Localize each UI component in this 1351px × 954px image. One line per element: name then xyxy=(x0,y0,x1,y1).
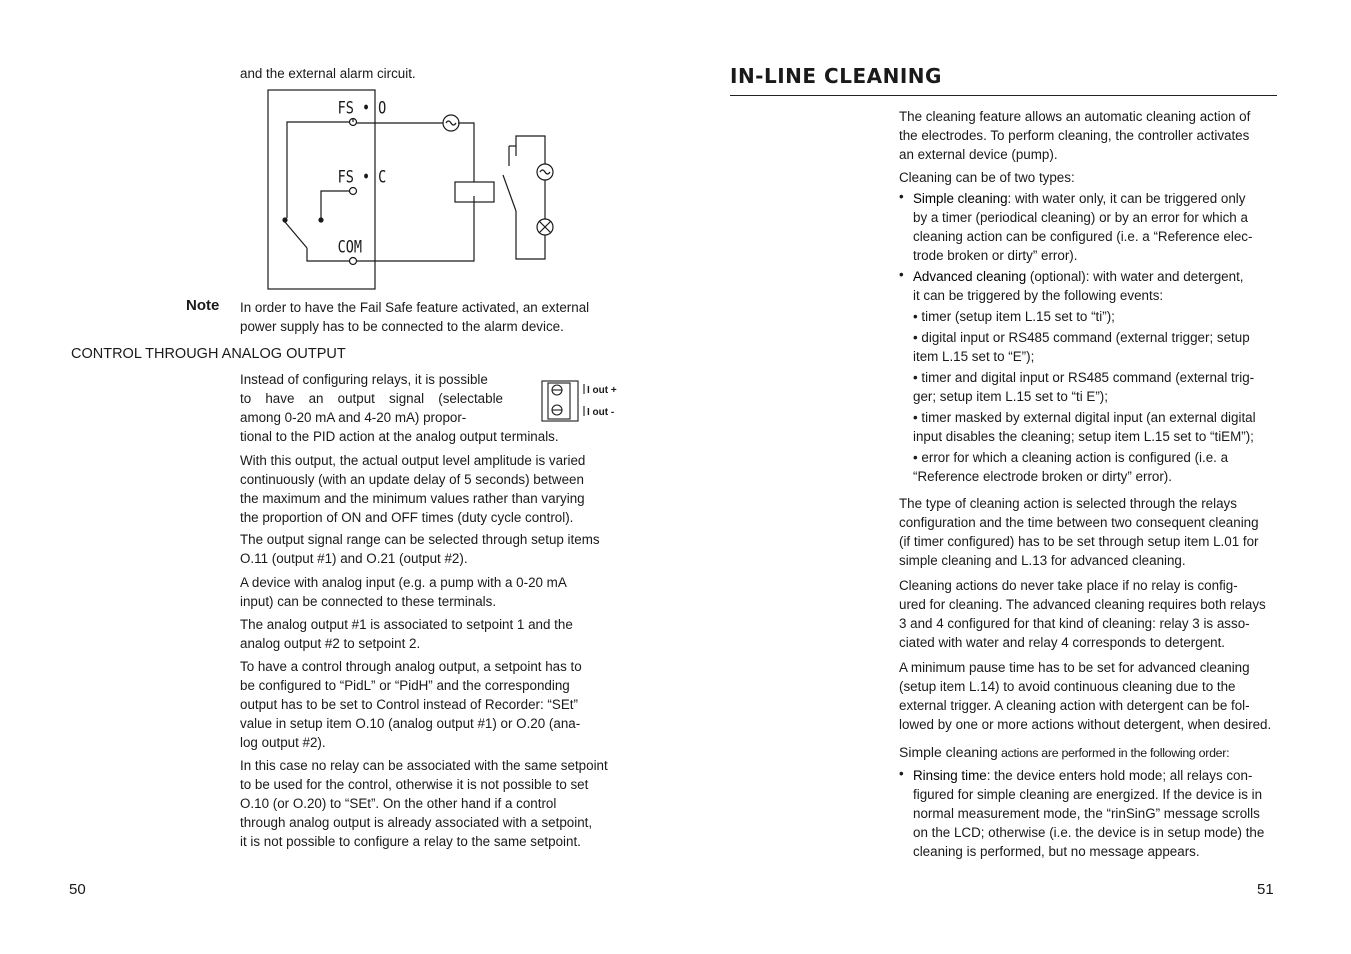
wire-secondary-bottom xyxy=(516,211,545,259)
relay-box xyxy=(268,90,375,289)
paragraph-analog-6 xyxy=(240,657,617,752)
text-line: In order to have the Fail Safe feature activated, an external xyxy=(240,300,590,315)
text-line: The analog output #1 is associated to setpoint 1 and the xyxy=(240,617,573,632)
text-line: simple cleaning and L.13 for advanced cleaning. xyxy=(899,553,1186,568)
analog-terminal-icon xyxy=(540,379,620,423)
text-line: (setup item L.14) to avoid continuous cleaning due to the xyxy=(899,679,1236,694)
text-line: “Reference electrode broken or dirty” error). xyxy=(913,469,1172,484)
page-number-right: 51 xyxy=(1257,881,1274,898)
text-line: the proportion of ON and OFF times (duty cycle control). xyxy=(240,510,574,525)
text-line xyxy=(913,189,1276,208)
text-line: external trigger. A cleaning action with detergent can be fol- xyxy=(899,698,1250,713)
event-item xyxy=(913,368,1276,406)
page-number-left: 50 xyxy=(69,881,86,898)
text-span: : with water only, it can be triggered only xyxy=(1007,191,1246,206)
text-line: an external device (pump). xyxy=(899,147,1058,162)
text-line: O.10 (or O.20) to “SEt”. On the other hand if a control xyxy=(240,796,557,811)
text-line: the maximum and the minimum values rather than varying xyxy=(240,491,585,506)
terminal-com xyxy=(350,258,357,265)
simple-cleaning-item xyxy=(913,189,1276,265)
paragraph-analog-4 xyxy=(240,573,617,611)
simple-order-term: Simple cleaning xyxy=(899,744,998,760)
wire-fs-c xyxy=(321,191,350,218)
advanced-cleaning-item xyxy=(913,267,1276,305)
text-line: The type of cleaning action is selected through the relays xyxy=(899,496,1237,511)
advanced-cleaning-term: Advanced cleaning xyxy=(913,269,1027,284)
note-text xyxy=(240,298,617,336)
text-line: item L.15 set to “E”); xyxy=(913,349,1035,364)
text-line: A minimum pause time has to be set for advanced cleaning xyxy=(899,660,1250,675)
paragraph-pause xyxy=(899,658,1276,734)
text-line: The cleaning feature allows an automatic cleaning action of xyxy=(899,109,1251,124)
text-line xyxy=(913,267,1276,286)
text-line: cleaning is performed, but no message appears. xyxy=(913,844,1200,859)
paragraph-analog-1 xyxy=(240,370,503,427)
text-line: (if timer configured) has to be set through setup item L.01 for xyxy=(899,534,1259,549)
bullet-simple: • xyxy=(899,189,904,204)
text-line: • timer masked by external digital input (an external digital xyxy=(913,410,1256,425)
text-line: through analog output is already associated with a setpoint, xyxy=(240,815,593,830)
text-line: trode broken or dirty” error). xyxy=(913,248,1078,263)
text-line: With this output, the actual output level amplitude is varied xyxy=(240,453,586,468)
text-line: • timer (setup item L.15 set to “ti”); xyxy=(913,309,1115,324)
types-line: Cleaning can be of two types: xyxy=(899,170,1075,185)
text-line: O.11 (output #1) and O.21 (output #2). xyxy=(240,551,468,566)
text-line: configuration and the time between two consequent cleaning xyxy=(899,515,1259,530)
text-line: the electrodes. To perform cleaning, the controller activates xyxy=(899,128,1250,143)
paragraph-analog-3 xyxy=(240,530,617,568)
text-span: : the device enters hold mode; all relays con- xyxy=(986,768,1253,783)
text-line: by a timer (periodical cleaning) or by an error for which a xyxy=(913,210,1248,225)
text-line: • digital input or RS485 command (external trigger; setup xyxy=(913,330,1250,345)
paragraph-analog-2 xyxy=(240,451,617,527)
secondary-switch xyxy=(503,175,516,211)
text-line xyxy=(913,766,1276,785)
text-line: output has to be set to Control instead of Recorder: “SEt” xyxy=(240,697,578,712)
text-line: A device with analog input (e.g. a pump with a 0-20 mA xyxy=(240,575,567,590)
note-label: Note xyxy=(186,297,220,314)
paragraph-analog-1-cont: tional to the PID action at the analog output terminals. xyxy=(240,429,559,444)
iout-plus-label: I out + xyxy=(587,385,617,396)
label-fs-o: FS • O xyxy=(337,98,387,119)
paragraph-analog-7 xyxy=(240,756,617,851)
text-line: 3 and 4 configured for that kind of cleaning: relay 3 is asso- xyxy=(899,616,1250,631)
text-line: cleaning action can be configured (i.e. a “Reference elec- xyxy=(913,229,1253,244)
text-line: log output #2). xyxy=(240,735,326,750)
text-line: be configured to “PidL” or “PidH” and the corresponding xyxy=(240,678,570,693)
text-line: input) can be connected to these terminals. xyxy=(240,594,497,609)
event-item xyxy=(913,448,1276,486)
event-item xyxy=(913,307,1276,326)
text-line: ured for cleaning. The advanced cleaning requires both relays xyxy=(899,597,1266,612)
text-line: • timer and digital input or RS485 command (external trig- xyxy=(913,370,1255,385)
alarm-circuit-diagram xyxy=(262,86,572,296)
text-line: power supply has to be connected to the alarm device. xyxy=(240,319,564,334)
text-line: figured for simple cleaning are energized. If the device is in xyxy=(913,787,1263,802)
intro-line: and the external alarm circuit. xyxy=(240,66,416,81)
bullet-advanced: • xyxy=(899,267,904,282)
switch-blade xyxy=(285,222,307,248)
text-line: In this case no relay can be associated with the same setpoint xyxy=(240,758,608,773)
text-line: among 0-20 mA and 4-20 mA) propor- xyxy=(240,410,467,425)
text-line: lowed by one or more actions without detergent, when desired. xyxy=(899,717,1272,732)
text-line: to be used for the control, otherwise it is not possible to set xyxy=(240,777,589,792)
text-line: analog output #2 to setpoint 2. xyxy=(240,636,421,651)
text-line: on the LCD; otherwise (i.e. the device is in setup mode) the xyxy=(913,825,1265,840)
paragraph-intro xyxy=(899,107,1276,164)
paragraph-actions xyxy=(899,576,1276,652)
paragraph-type xyxy=(899,494,1276,570)
text-line: it can be triggered by the following events: xyxy=(913,288,1164,303)
text-line: • error for which a cleaning action is configured (i.e. a xyxy=(913,450,1229,465)
text-line: value in setup item O.10 (analog output #1) or O.20 (ana- xyxy=(240,716,581,731)
rinsing-item xyxy=(913,766,1276,861)
simple-order-rest: actions are performed in the following order: xyxy=(997,746,1230,760)
text-line: normal measurement mode, the “rinSinG” message scrolls xyxy=(913,806,1260,821)
text-span: (optional): with water and detergent, xyxy=(1026,269,1244,284)
wire-secondary-top xyxy=(516,136,545,164)
wire-coil-source xyxy=(458,123,474,182)
label-com: COM xyxy=(337,237,362,258)
text-line: ger; setup item L.15 set to “ti E”); xyxy=(913,389,1108,404)
text-line: ciated with water and relay 4 corresponds to detergent. xyxy=(899,635,1226,650)
bullet-rinsing: • xyxy=(899,766,904,781)
iout-minus-label: I out - xyxy=(587,407,615,418)
rinsing-term: Rinsing time xyxy=(913,768,987,783)
event-item xyxy=(913,408,1276,446)
title-rule xyxy=(730,95,1277,96)
text-line: The output signal range can be selected through setup items xyxy=(240,532,600,547)
page-title: IN-LINE CLEANING xyxy=(730,64,942,88)
label-fs-c: FS • C xyxy=(337,167,387,188)
event-item xyxy=(913,328,1276,366)
text-line: Instead of configuring relays, it is possible xyxy=(240,372,488,387)
text-line: it is not possible to configure a relay to the same setpoint. xyxy=(240,834,581,849)
text-line: to have an output signal (selectable xyxy=(240,391,503,406)
simple-cleaning-term: Simple cleaning xyxy=(913,191,1008,206)
wire-com-external xyxy=(356,196,474,261)
terminal-fs-c xyxy=(350,188,357,195)
text-line: input disables the cleaning; setup item L.15 set to “tiEM”); xyxy=(913,429,1254,444)
text-line: continuously (with an update delay of 5 seconds) between xyxy=(240,472,584,487)
text-line: Cleaning actions do never take place if no relay is config- xyxy=(899,578,1238,593)
text-line: To have a control through analog output, a setpoint has to xyxy=(240,659,582,674)
paragraph-analog-5 xyxy=(240,615,617,653)
simple-order-line xyxy=(899,743,1276,763)
section-title: CONTROL THROUGH ANALOG OUTPUT xyxy=(71,346,346,362)
